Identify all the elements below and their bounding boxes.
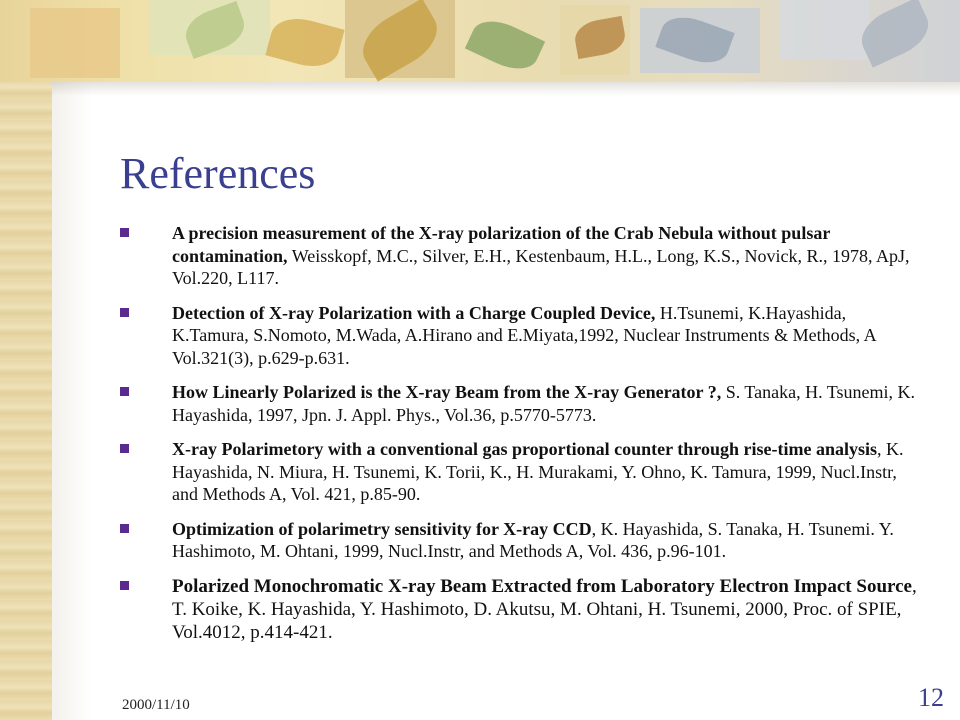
square-bullet-icon (120, 387, 129, 396)
reference-details: , K. Hayashida, S. Tanaka, H. Tsunemi. Y. Hashimoto, M. Ohtani, 1999, Nucl.Instr, and Methods A, Vol. 436, p.96-101. (172, 518, 894, 561)
leaf-icon (465, 12, 545, 78)
list-item (120, 302, 920, 370)
square-bullet-icon (120, 444, 129, 453)
banner-tile (30, 8, 120, 78)
references-list (120, 222, 920, 656)
reference-title: Polarized Monochromatic X-ray Beam Extracted from Laboratory Electron Impact Source (172, 575, 912, 597)
square-bullet-icon (120, 228, 129, 237)
panel-shadow (52, 82, 960, 96)
reference-details: , K. Hayashida, N. Miura, H. Tsunemi, K. Torii, K., H. Murakami, Y. Ohno, K. Tamura, 1999, Nucl.Instr, and Methods A, Vol. 421, p.85-90. (172, 439, 904, 504)
banner-tile (780, 0, 870, 60)
leaf-icon (265, 12, 344, 74)
footer-date: 2000/11/10 (122, 697, 190, 713)
reference-details: , T. Koike, K. Hayashida, Y. Hashimoto, D. Akutsu, M. Ohtani, H. Tsunemi, 2000, Proc. of SPIE, Vol.4012, p.414-421. (172, 575, 917, 643)
reference-title: X-ray Polarimetory with a conventional gas proportional counter through rise-time analysis (172, 439, 877, 459)
slide-title: References (120, 149, 316, 198)
list-item (120, 222, 920, 290)
square-bullet-icon (120, 308, 129, 317)
list-item (120, 575, 920, 644)
reference-details: H.Tsunemi, K.Hayashida, K.Tamura, S.Nomoto, M.Wada, A.Hirano and E.Miyata,1992, Nuclear Instruments & Methods, A Vol.321(3), p.629-p.631. (172, 302, 876, 368)
top-decorative-banner (0, 0, 960, 82)
reference-title: Detection of X-ray Polarization with a Charge Coupled Device, (172, 302, 656, 323)
list-item (120, 518, 920, 563)
reference-title: Optimization of polarimetry sensitivity for X-ray CCD (172, 518, 592, 539)
left-decorative-strip (0, 0, 52, 720)
reference-details: S. Tanaka, H. Tsunemi, K. Hayashida, 1997, Jpn. J. Appl. Phys., Vol.36, p.5770-5773. (172, 382, 916, 425)
page-number: 12 (918, 683, 944, 712)
square-bullet-icon (120, 581, 129, 590)
list-item (120, 381, 920, 426)
list-item (120, 438, 920, 506)
reference-details: Weisskopf, M.C., Silver, E.H., Kestenbaum, H.L., Long, K.S., Novick, R., 1978, ApJ, Vol.220, L117. (172, 245, 910, 288)
square-bullet-icon (120, 524, 129, 533)
reference-title: How Linearly Polarized is the X-ray Beam from the X-ray Generator ?, (172, 382, 722, 402)
reference-title: A precision measurement of the X-ray polarization of the Crab Nebula without pulsar contamination, (172, 223, 830, 266)
